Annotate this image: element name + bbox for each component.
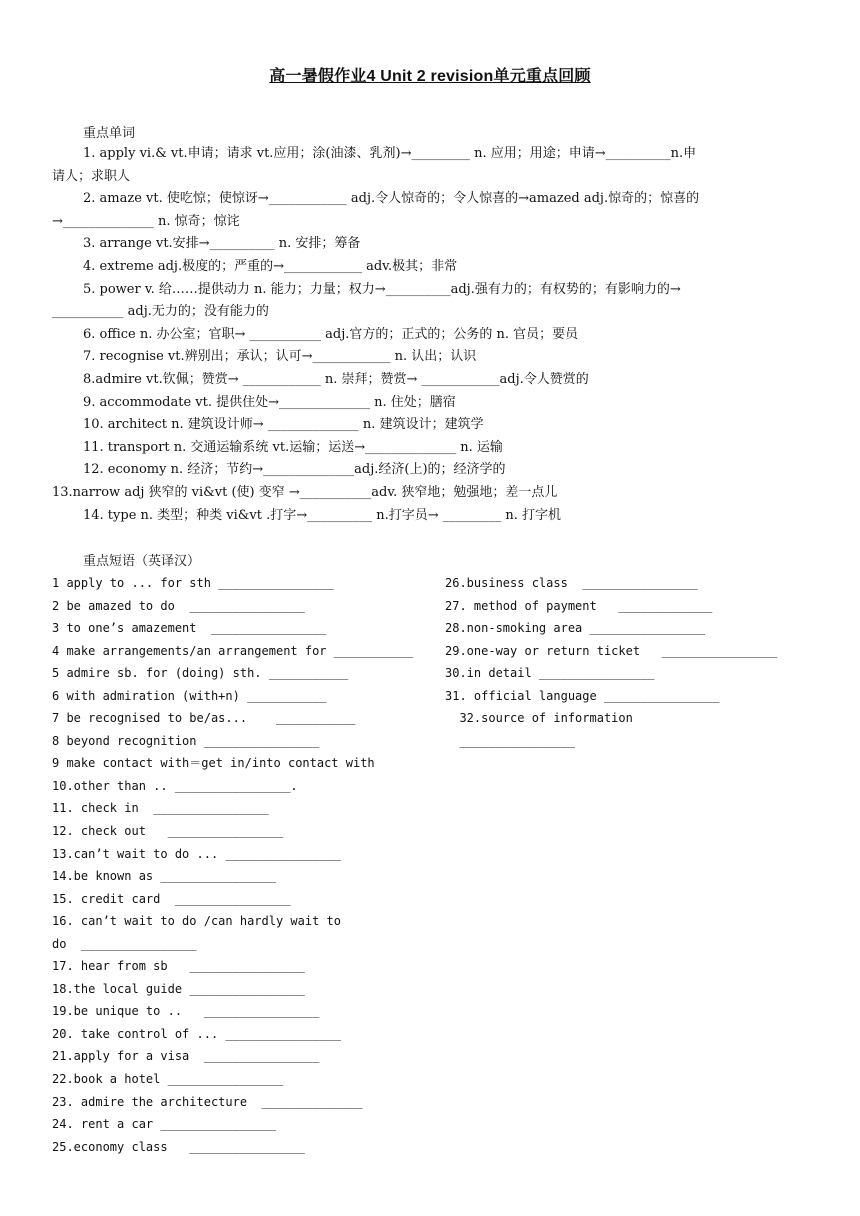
phrase-item: 17. hear from sb ________________ (52, 959, 305, 974)
phrase-item: 24. rent a car ________________ (52, 1117, 276, 1132)
phrase-list-left (52, 572, 442, 1158)
phrase-item: 4 make arrangements/an arrangement for ___________ (52, 643, 414, 658)
phrase-item: 6 with admiration (with+n) ___________ (52, 688, 327, 703)
vocab-line: →______________ n. 惊奇；惊诧 (52, 213, 240, 229)
vocab-line: 8.admire vt.钦佩；赞赏→ ____________ n. 崇拜；赞赏→ ____________adj.令人赞赏的 (83, 371, 589, 387)
phrase-item: 27. method of payment _____________ (445, 598, 713, 613)
phrase-item: do ________________ (52, 936, 197, 951)
phrase-item: 13.can’t wait to do ... ________________ (52, 846, 341, 861)
vocab-line: 2. amaze vt. 使吃惊；使惊讶→____________ adj.令人惊奇的；令人惊喜的→amazed adj.惊奇的；惊喜的 (83, 191, 700, 207)
phrase-item: 28.non-smoking area ________________ (445, 621, 706, 636)
phrase-item: 7 be recognised to be/as... ___________ (52, 711, 356, 726)
phrase-item: 14.be known as ________________ (52, 869, 276, 884)
vocab-line: 3. arrange vt.安排→__________ n. 安排；筹备 (83, 236, 361, 252)
phrase-item: 25.economy class ________________ (52, 1139, 305, 1154)
phrase-item: 11. check in ________________ (52, 801, 269, 816)
phrase-item: 26.business class ________________ (445, 576, 698, 590)
phrase-item: 15. credit card ________________ (52, 891, 291, 906)
phrase-item: 9 make contact with＝get in/into contact with (52, 756, 375, 771)
phrase-item: 10.other than .. ________________. (52, 778, 298, 793)
vocab-line: 10. architect n. 建筑设计师→ ______________ n. 建筑设计；建筑学 (83, 417, 484, 433)
vocab-line: 13.narrow adj 狭窄的 vi&vt (使) 变窄 →___________adv. 狭窄地；勉强地；差一点儿 (52, 484, 558, 500)
vocab-line: 11. transport n. 交通运输系统 vt.运输；运送→______________ n. 运输 (83, 439, 503, 455)
vocab-line: 7. recognise vt.辨别出；承认；认可→____________ n. 认出；认识 (83, 349, 477, 365)
vocab-line: 6. office n. 办公室；官职→ ___________ adj.官方的；正式的；公务的 n. 官员；要员 (83, 326, 579, 342)
phrase-item: 18.the local guide ________________ (52, 981, 305, 996)
phrase-item: 2 be amazed to do ________________ (52, 598, 305, 613)
vocab-line: 1. apply vi.& vt.申请；请求 vt.应用；涂(油漆、乳剂)→_________ n. 应用；用途；申请→__________n.申 (83, 146, 697, 161)
vocab-heading: 重点单词 (83, 126, 136, 141)
phrase-item: 23. admire the architecture ______________ (52, 1094, 363, 1109)
phrase-item: 3 to one’s amazement ________________ (52, 621, 327, 636)
phrase-item: 16. can’t wait to do /can hardly wait to (52, 914, 341, 929)
phrase-item: ________________ (445, 733, 576, 748)
phrase-item: 29.one-way or return ticket ________________ (445, 643, 778, 658)
vocab-list (52, 143, 812, 527)
vocab-line: 12. economy n. 经济；节约→______________adj.经济(上)的；经济学的 (83, 462, 506, 478)
phrase-item: 20. take control of ... ________________ (52, 1026, 341, 1041)
phrase-item: 1 apply to ... for sth ________________ (52, 576, 334, 590)
phrase-heading: 重点短语（英译汉） (83, 554, 201, 569)
phrase-item: 5 admire sb. for (doing) sth. ___________ (52, 666, 349, 681)
vocab-line: ___________ adj.无力的；没有能力的 (52, 304, 269, 320)
phrase-item: 8 beyond recognition ________________ (52, 733, 320, 748)
vocab-line: 9. accommodate vt. 提供住处→______________ n. 住处；膳宿 (83, 394, 456, 410)
phrase-item: 31. official language ________________ (445, 688, 720, 703)
vocab-line: 4. extreme adj.极度的；严重的→____________ adv.极其；非常 (83, 258, 458, 274)
phrase-item: 21.apply for a visa ________________ (52, 1049, 320, 1064)
vocab-line: 请人；求职人 (52, 168, 131, 184)
phrase-item: 19.be unique to .. ________________ (52, 1004, 320, 1019)
phrase-item: 22.book a hotel ________________ (52, 1072, 284, 1087)
phrase-list-right (445, 572, 845, 752)
phrase-item: 12. check out ________________ (52, 824, 284, 839)
vocab-line: 14. type n. 类型；种类 vi&vt .打字→__________ n.打字员→ _________ n. 打字机 (83, 507, 562, 523)
vocab-line: 5. power v. 给……提供动力 n. 能力；力量；权力→__________adj.强有力的；有权势的；有影响力的→ (83, 281, 681, 297)
page-title: 高一暑假作业4 Unit 2 revision单元重点回顾 (269, 68, 591, 85)
phrase-item: 32.source of information (445, 711, 633, 726)
phrase-item: 30.in detail ________________ (445, 666, 655, 681)
